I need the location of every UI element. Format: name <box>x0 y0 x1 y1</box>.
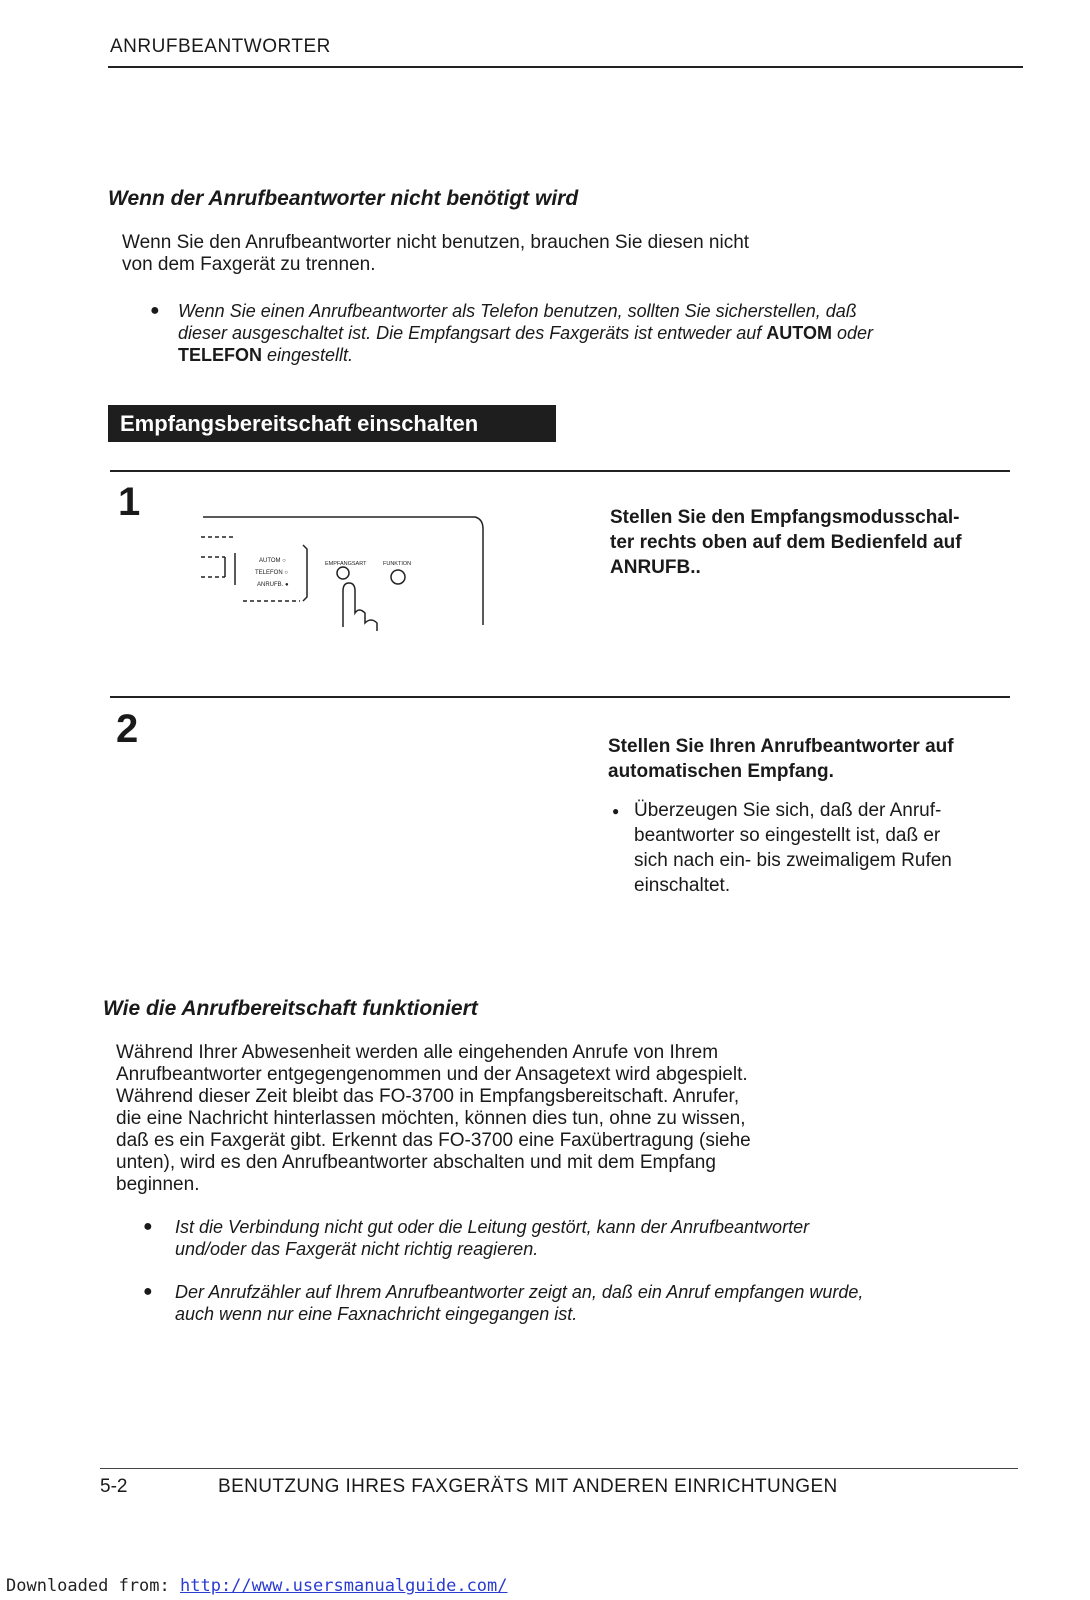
bullet-line: einschaltet. <box>634 875 731 896</box>
bullet-dot-icon: ● <box>150 302 160 319</box>
mode-switch-bracket <box>303 545 307 601</box>
bullet-dot-icon: ● <box>143 1218 153 1235</box>
bullet-line: sich nach ein- bis zweimaligem Rufen <box>634 850 952 871</box>
running-header: ANRUFBEANTWORTER <box>110 36 331 57</box>
step-number: 2 <box>116 707 139 751</box>
section2-paragraph <box>116 1042 836 1196</box>
header-rule <box>108 66 1023 68</box>
mode-autom-text: AUTOM <box>259 558 281 564</box>
step2-bullet <box>612 798 952 898</box>
step-rule <box>110 696 1010 698</box>
section2-bullet-1 <box>143 1216 973 1260</box>
section1-paragraph <box>122 232 749 276</box>
download-link[interactable]: http://www.usersmanualguide.com/ <box>180 1576 508 1596</box>
mode-autom-label: AUTOM <box>766 323 832 343</box>
instruction-line: Stellen Sie den Empfangsmodusschal- <box>610 507 960 528</box>
section-heading-not-needed: Wenn der Anrufbeantworter nicht benötigt wird <box>108 187 579 210</box>
bullet-dot-icon: ● <box>143 1283 153 1300</box>
panel-dash-lines <box>201 537 235 577</box>
control-panel-illustration <box>195 505 495 635</box>
mode-telefon-label: TELEFON <box>178 345 262 365</box>
empfangsart-button-icon <box>337 567 349 579</box>
funktion-button-icon <box>391 570 405 584</box>
bullet-text <box>178 300 873 366</box>
paragraph-line: die eine Nachricht hinterlassen möchten, können dies tun, ohne zu wissen, <box>116 1108 746 1129</box>
paragraph-line: Während dieser Zeit bleibt das FO-3700 in Empfangsbereitschaft. Anrufer, <box>116 1086 740 1107</box>
bullet-line: Wenn Sie einen Anrufbeantworter als Telefon benutzen, sollten Sie sicherstellen, daß <box>178 301 857 321</box>
paragraph-line: beginnen. <box>116 1174 200 1195</box>
bullet-line: auch wenn nur eine Faxnachricht eingegangen ist. <box>175 1304 578 1324</box>
empfangsart-label: EMPFANGSART <box>325 561 367 567</box>
bullet-line <box>178 322 873 344</box>
bullet-line: und/oder das Faxgerät nicht richtig reagieren. <box>175 1239 539 1259</box>
paragraph-line: Wenn Sie den Anrufbeantworter nicht benutzen, brauchen Sie diesen nicht <box>122 232 750 253</box>
paragraph-line: Während Ihrer Abwesenheit werden alle eingehenden Anrufe von Ihrem <box>116 1042 719 1063</box>
bullet-text <box>175 1216 809 1260</box>
step-number: 1 <box>118 480 141 524</box>
bullet-line: beantworter so eingestellt ist, daß er <box>634 825 941 846</box>
paragraph-line: Anrufbeantworter entgegengenommen und der Ansagetext wird abgespielt. <box>116 1064 748 1085</box>
bullet-line <box>178 344 873 366</box>
bullet-line-text: oder <box>831 323 873 343</box>
bullet-line: Der Anrufzähler auf Ihrem Anrufbeantworter zeigt an, daß ein Anruf empfangen wurde, <box>175 1282 864 1302</box>
instruction-line: automatischen Empfang. <box>608 761 834 782</box>
mode-telefon-text: TELEFON <box>255 570 283 576</box>
bullet-line: Ist die Verbindung nicht gut oder die Leitung gestört, kann der Anrufbeantworter <box>175 1217 810 1237</box>
instruction-line: ter rechts oben auf dem Bedienfeld auf <box>610 532 962 553</box>
funktion-label: FUNKTION <box>383 561 412 567</box>
section2-bullet-2 <box>143 1281 973 1325</box>
paragraph-line: unten), wird es den Anrufbeantworter abschalten und mit dem Empfang <box>116 1152 716 1173</box>
footer-title: BENUTZUNG IHRES FAXGERÄTS MIT ANDEREN EINRICHTUNGEN <box>218 1476 838 1497</box>
section-banner: Empfangsbereitschaft einschalten <box>108 405 556 442</box>
footer-rule <box>100 1468 1018 1469</box>
download-note <box>6 1576 508 1596</box>
bullet-text <box>175 1281 863 1325</box>
paragraph-line: von dem Faxgerät zu trennen. <box>122 254 376 275</box>
instruction-line: ANRUFB.. <box>610 557 701 578</box>
pointing-hand-icon <box>343 583 377 631</box>
step2-instruction <box>608 734 954 784</box>
svg-text:AUTOM ○: AUTOM ○ <box>259 558 286 564</box>
bullet-dot-icon: ● <box>612 804 620 818</box>
section-heading-how-it-works: Wie die Anrufbereitschaft funktioniert <box>103 997 478 1020</box>
bullet-line-text: dieser ausgeschaltet ist. Die Empfangsart des Faxgeräts ist entweder auf <box>178 323 767 343</box>
panel-slot <box>225 553 235 585</box>
page-number: 5-2 <box>100 1476 128 1497</box>
instruction-line: Stellen Sie Ihren Anrufbeantworter auf <box>608 736 954 757</box>
step-rule <box>110 470 1010 472</box>
section1-bullet <box>150 300 970 366</box>
mode-anrufb-text: ANRUFB. <box>257 582 284 588</box>
bullet-line: Überzeugen Sie sich, daß der Anruf- <box>634 800 942 821</box>
bullet-line-text: eingestellt. <box>262 345 354 365</box>
svg-text:TELEFON ○: TELEFON ○ <box>255 570 288 576</box>
step1-instruction <box>610 505 962 580</box>
svg-text:ANRUFB. ●: ANRUFB. ● <box>257 582 289 588</box>
bullet-text <box>634 798 952 898</box>
download-prefix: Downloaded from: <box>6 1576 180 1596</box>
paragraph-line: daß es ein Faxgerät gibt. Erkennt das FO-3700 eine Faxübertragung (siehe <box>116 1130 751 1151</box>
